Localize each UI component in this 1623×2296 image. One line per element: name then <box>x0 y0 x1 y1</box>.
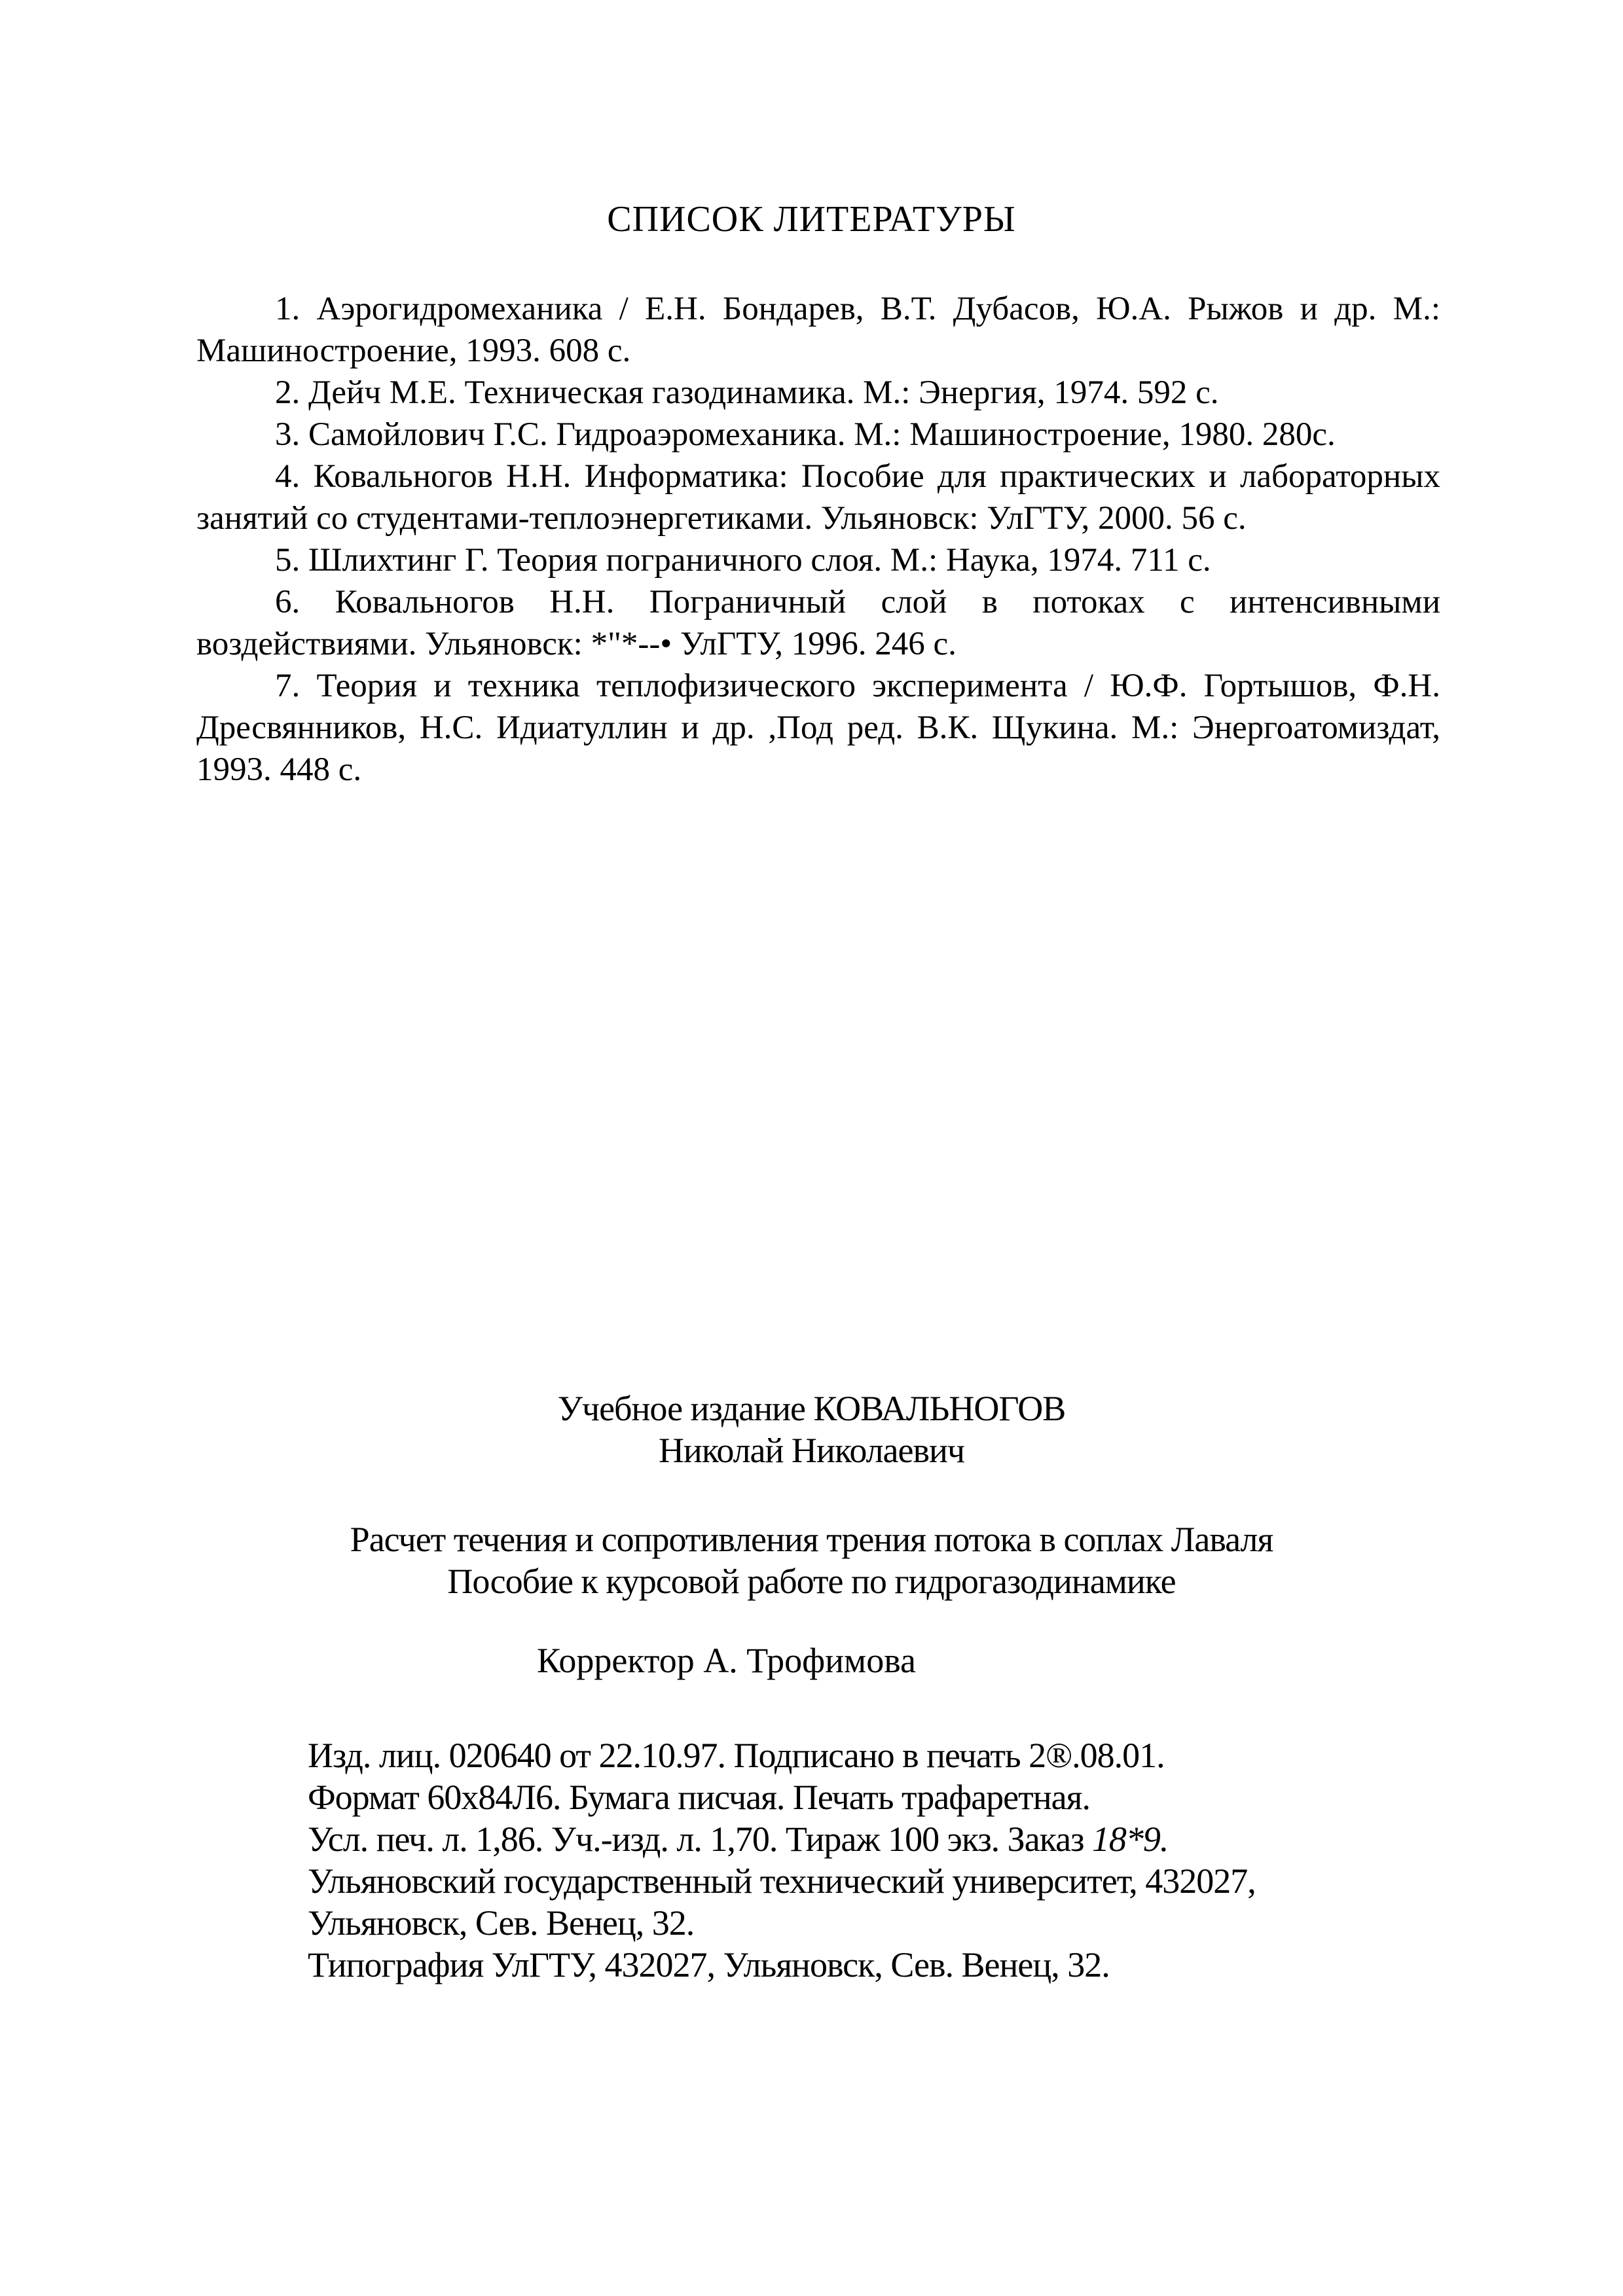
reference-item-7: 7. Теория и техника теплофизического эксперимента / Ю.Ф. Гортышов, Ф.Н. Дресвянников, Н.С. Идиатуллин и др. ,Под ред. В.К. Щукина. М.: Энергоатомиздат, 1993. 448 с. <box>196 668 1440 788</box>
corrector-credit: Корректор А. Трофимова <box>537 1641 916 1680</box>
edition-type-author: Учебное издание КОВАЛЬНОГОВ <box>557 1389 1066 1428</box>
work-title-line-1: Расчет течения и сопротивления трения потока в соплах Лаваля <box>350 1520 1273 1559</box>
imprint-license: Изд. лиц. 020640 от 22.10.97. Подписано в печать 2®.08.01. <box>308 1736 1165 1775</box>
imprint-block <box>308 1734 1519 1986</box>
reference-item-2: 2. Дейч М.Е. Техническая газодинамика. М.: Энергия, 1974. 592 с. <box>275 374 1219 411</box>
reference-list <box>196 288 1440 791</box>
author-name: Николай Николаевич <box>658 1431 965 1470</box>
colophon-author <box>0 1388 1623 1471</box>
colophon-work-title <box>0 1518 1623 1602</box>
reference-item-6: 6. Ковальногов Н.Н. Пограничный слой в потоках с интенсивными воздействиями. Ульяновск: *"*--• УлГТУ, 1996. 246 с. <box>196 584 1440 662</box>
reference-item-3: 3. Самойлович Г.С. Гидроаэромеханика. М.: Машиностроение, 1980. 280с. <box>275 416 1336 453</box>
imprint-format: Формат 60x84Л6. Бумага писчая. Печать трафаретная. <box>308 1778 1090 1817</box>
imprint-publisher: Ульяновский государственный технический университет, 432027, <box>308 1861 1256 1901</box>
reference-item-4: 4. Ковальногов Н.Н. Информатика: Пособие для практических и лабораторных занятий со студентами-теплоэнергетиками. Ульяновск: УлГТУ, 2000. 56 с. <box>196 458 1440 537</box>
page-title: СПИСОК ЛИТЕРАТУРЫ <box>607 199 1016 240</box>
reference-item-5: 5. Шлихтинг Г. Теория пограничного слоя. М.: Наука, 1974. 711 с. <box>275 542 1211 579</box>
imprint-print-run-text: Усл. печ. л. 1,86. Уч.-изд. л. 1,70. Тираж 100 экз. Заказ <box>308 1820 1084 1859</box>
reference-item-1: 1. Аэрогидромеханика / Е.Н. Бондарев, В.Т. Дубасов, Ю.А. Рыжов и др. М.: Машиностроение, 1993. 608 с. <box>196 291 1440 369</box>
imprint-printer: Типография УлГТУ, 432027, Ульяновск, Сев. Венец, 32. <box>308 1945 1110 1984</box>
imprint-print-run <box>308 1818 1519 1860</box>
imprint-publisher-address: Ульяновск, Сев. Венец, 32. <box>308 1903 695 1943</box>
imprint-order-number: 18*9. <box>1091 1820 1169 1859</box>
work-title-line-2: Пособие к курсовой работе по гидрогазодинамике <box>447 1562 1176 1601</box>
